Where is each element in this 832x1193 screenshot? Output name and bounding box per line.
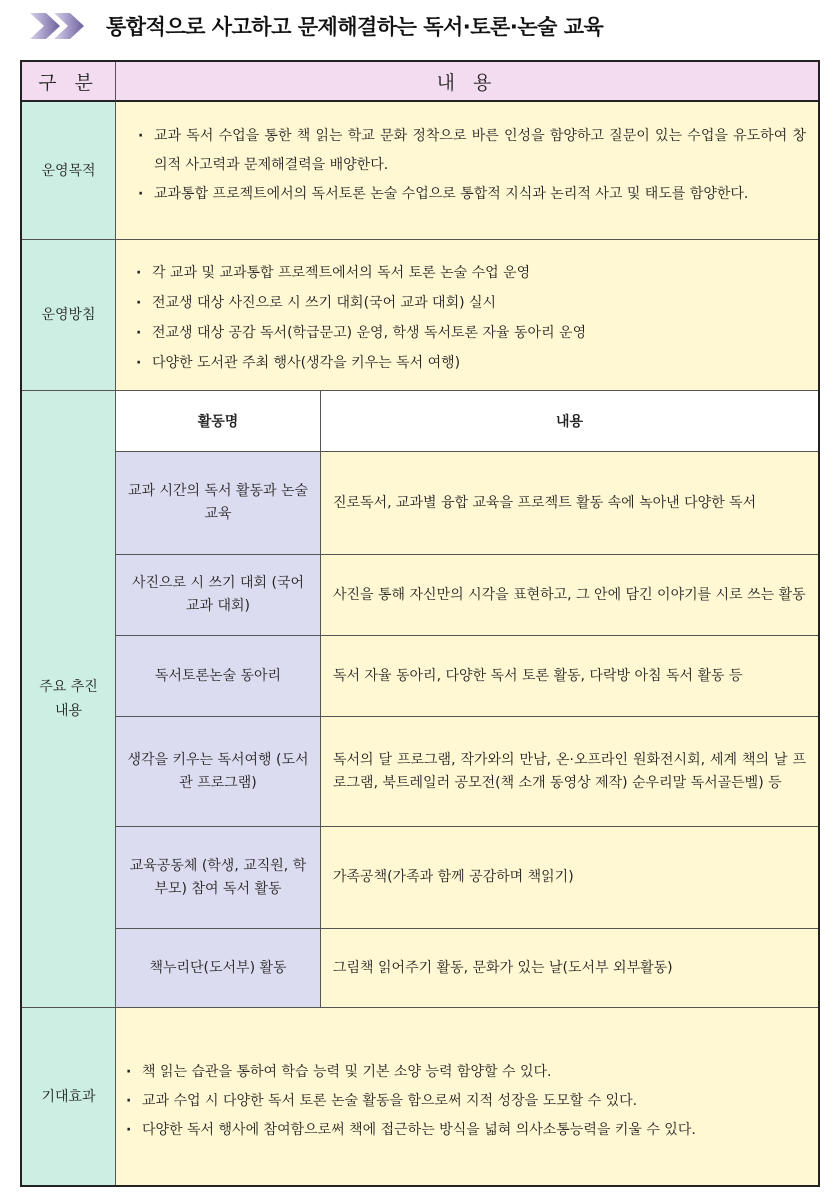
activity-name: 독서토론논술 동아리 bbox=[116, 636, 321, 717]
activities-label bbox=[22, 391, 116, 1008]
purpose-content bbox=[116, 102, 818, 240]
activity-desc: 진로독서, 교과별 융합 교육을 프로젝트 활동 속에 녹아낸 다양한 독서 bbox=[321, 452, 818, 555]
policy-item: · 전교생 대상 공감 독서(학급문고) 운영, 학생 독서토론 자율 동아리 운영 bbox=[132, 318, 806, 348]
effects-item: · 교과 수업 시 다양한 독서 토론 논술 활동을 함으로써 지적 성장을 도모할 수 있다. bbox=[122, 1087, 806, 1116]
title-row bbox=[28, 8, 603, 44]
plan-table bbox=[20, 60, 820, 1187]
purpose-label: 운영목적 bbox=[22, 102, 116, 240]
header-content: 내 용 bbox=[116, 62, 818, 102]
activity-name: 사진으로 시 쓰기 대회 (국어교과 대회) bbox=[116, 555, 321, 636]
effects-list bbox=[122, 1058, 806, 1145]
purpose-list bbox=[134, 122, 806, 209]
activity-desc-header: 내용 bbox=[321, 391, 818, 452]
purpose-item: · 교과통합 프로젝트에서의 독서토론 논술 수업으로 통합적 지식과 논리적 사고 및 태도를 함양한다. bbox=[134, 180, 806, 209]
effects-item: · 책 읽는 습관을 통하여 학습 능력 및 기본 소양 능력 함양할 수 있다. bbox=[122, 1058, 806, 1087]
activity-name: 교과 시간의 독서 활동과 논술 교육 bbox=[116, 452, 321, 555]
activities-label-line2: 내용 bbox=[54, 703, 83, 719]
activity-name: 생각을 키우는 독서여행 (도서관 프로그램) bbox=[116, 717, 321, 827]
policy-item: · 전교생 대상 사진으로 시 쓰기 대회(국어 교과 대회) 실시 bbox=[132, 288, 806, 318]
policy-label: 운영방침 bbox=[22, 240, 116, 391]
activity-desc: 가족공책(가족과 함께 공감하며 책읽기) bbox=[321, 827, 818, 929]
policy-item: · 각 교과 및 교과통합 프로젝트에서의 독서 토론 논술 수업 운영 bbox=[132, 258, 806, 288]
policy-content bbox=[116, 240, 818, 391]
activity-desc: 그림책 읽어주기 활동, 문화가 있는 날(도서부 외부활동) bbox=[321, 929, 818, 1008]
activity-name: 교육공동체 (학생, 교직원, 학부모) 참여 독서 활동 bbox=[116, 827, 321, 929]
activity-desc: 독서의 달 프로그램, 작가와의 만남, 온·오프라인 원화전시회, 세계 책의 날 프로그램, 북트레일러 공모전(책 소개 동영상 제작) 순우리말 독서골든벨) 등 bbox=[321, 717, 818, 827]
activity-name-header: 활동명 bbox=[116, 391, 321, 452]
activity-name: 책누리단(도서부) 활동 bbox=[116, 929, 321, 1008]
header-category: 구 분 bbox=[22, 62, 116, 102]
activities-label-line1: 주요 추진 bbox=[39, 679, 98, 695]
policy-list bbox=[132, 258, 806, 378]
activity-desc: 독서 자율 동아리, 다양한 독서 토론 활동, 다락방 아침 독서 활동 등 bbox=[321, 636, 818, 717]
policy-item: · 다양한 도서관 주최 행사(생각을 키우는 독서 여행) bbox=[132, 348, 806, 378]
document-title: 통합적으로 사고하고 문제해결하는 독서·토론·논술 교육 bbox=[106, 15, 604, 39]
effects-label: 기대효과 bbox=[22, 1008, 116, 1185]
effects-item: · 다양한 독서 행사에 참여함으로써 책에 접근하는 방식을 넓혀 의사소통능력을 키울 수 있다. bbox=[122, 1116, 806, 1145]
activity-desc: 사진을 통해 자신만의 시각을 표현하고, 그 안에 담긴 이야기를 시로 쓰는 활동 bbox=[321, 555, 818, 636]
double-chevron-icon bbox=[28, 11, 90, 41]
purpose-item: · 교과 독서 수업을 통한 책 읽는 학교 문화 정착으로 바른 인성을 함양하고 질문이 있는 수업을 유도하여 창의적 사고력과 문제해결력을 배양한다. bbox=[134, 122, 806, 180]
effects-content bbox=[116, 1008, 818, 1185]
